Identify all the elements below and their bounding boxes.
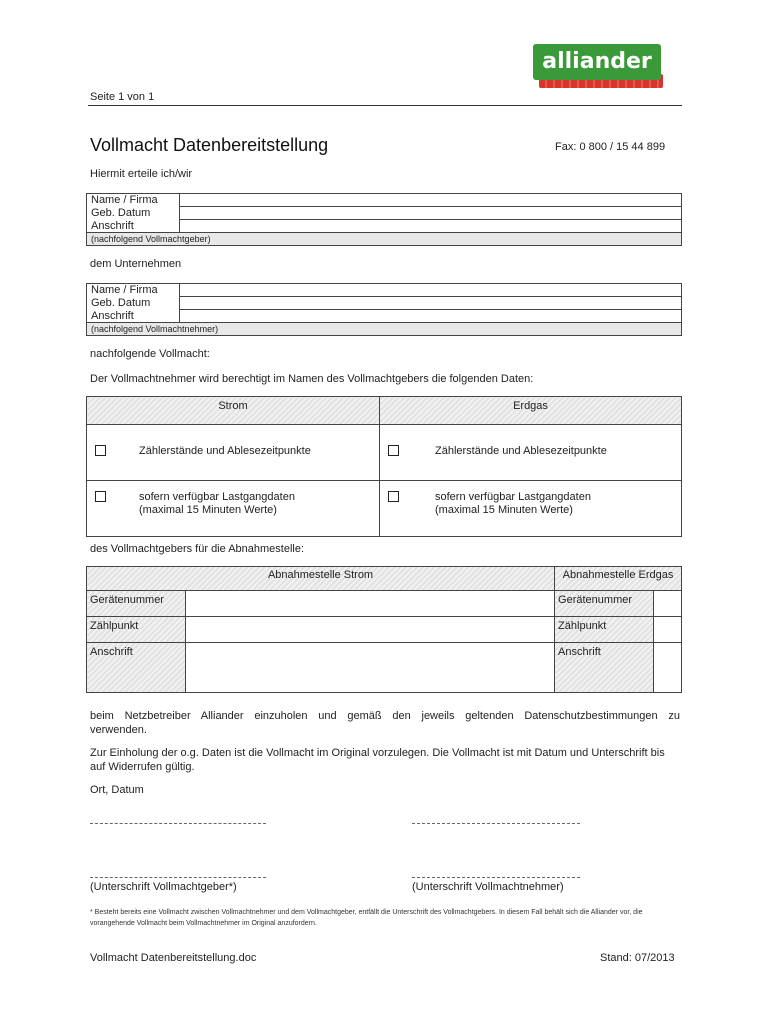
grantor-note: (nachfolgend Vollmachtgeber) [87, 233, 682, 246]
strom-meterpoint-field[interactable] [186, 617, 555, 643]
header-divider [88, 105, 682, 106]
strom-device-field[interactable] [186, 591, 555, 617]
strom-meter-label: Zählerstände und Ablesezeitpunkte [139, 445, 311, 457]
sig-grantor-label: (Unterschrift Vollmachtgeber*) [90, 881, 237, 893]
erdgas-meterpoint-field[interactable] [654, 617, 682, 643]
grantee-table [86, 283, 682, 336]
fax-number: Fax: 0 800 / 15 44 899 [555, 141, 666, 153]
company-intro: dem Unternehmen [90, 258, 182, 270]
erdgas-device-label: Gerätenummer [555, 591, 654, 617]
erdgas-meterpoint-label: Zählpunkt [555, 617, 654, 643]
sig-grantor-line[interactable] [90, 877, 266, 878]
strom-device-label: Gerätenummer [87, 591, 186, 617]
point-intro: des Vollmachtgebers für die Abnahmestelle: [90, 543, 305, 555]
strom-load-line1: sofern verfügbar Lastgangdaten [139, 491, 295, 503]
footnote: * Besteht bereits eine Vollmacht zwischen Vollmachtnehmer und dem Vollmachtgeber, entfällt die Unterschrift des Vollmachtgebers. In diesem Fall behält sich die Alliander vor, die vorangehende Vollmacht beim Vollmachtnehmer im Original anzufordern. [90, 909, 643, 927]
point-col-erdgas: Abnahmestelle Erdgas [555, 567, 682, 591]
grantor-name-field[interactable] [180, 194, 682, 207]
erdgas-load-cell [380, 481, 682, 537]
authorization-text: Der Vollmachtnehmer wird berechtigt im Namen des Vollmachtgebers die folgenden Daten: [90, 373, 534, 385]
grantee-name-label: Name / Firma [87, 284, 180, 297]
strom-load-checkbox[interactable] [95, 491, 106, 502]
erdgas-load-checkbox[interactable] [388, 491, 399, 502]
erdgas-address-label: Anschrift [555, 643, 654, 693]
point-col-strom: Abnahmestelle Strom [87, 567, 555, 591]
following-text: nachfolgende Vollmacht: [90, 348, 210, 360]
grantor-birthdate-field[interactable] [180, 207, 682, 220]
data-col-erdgas: Erdgas [380, 397, 682, 425]
footer-date: Stand: 07/2013 [600, 952, 675, 964]
strom-load-label [139, 491, 295, 517]
erdgas-meter-checkbox[interactable] [388, 445, 399, 456]
sig-grantee-line[interactable] [412, 877, 580, 878]
place-date-label: Ort, Datum [90, 784, 144, 796]
sig-grantee-label: (Unterschrift Vollmachtnehmer) [412, 881, 564, 893]
erdgas-device-field[interactable] [654, 591, 682, 617]
grantee-note: (nachfolgend Vollmachtnehmer) [87, 323, 682, 336]
grantee-name-field[interactable] [180, 284, 682, 297]
erdgas-meter-label: Zählerstände und Ablesezeitpunkte [435, 445, 607, 457]
point-table [86, 566, 682, 693]
erdgas-load-line2: (maximal 15 Minuten Werte) [435, 504, 573, 516]
grantee-address-label: Anschrift [87, 310, 180, 323]
place-date-line[interactable] [90, 823, 266, 824]
strom-load-line2: (maximal 15 Minuten Werte) [139, 504, 277, 516]
erdgas-meter-cell [380, 425, 682, 481]
intro-text: Hiermit erteile ich/wir [90, 168, 193, 180]
erdgas-load-label [435, 491, 591, 517]
strom-address-field[interactable] [186, 643, 555, 693]
erdgas-load-line1: sofern verfügbar Lastgangdaten [435, 491, 591, 503]
page-title: Vollmacht Datenbereitstellung [90, 135, 329, 155]
strom-meter-cell [87, 425, 380, 481]
grantor-address-field[interactable] [180, 220, 682, 233]
privacy-text: beim Netzbetreiber Alliander einzuholen und gemäß den jeweils geltenden Datenschutzbestimmungen zu verwenden. [90, 710, 680, 736]
place-date-line-right[interactable] [412, 823, 580, 824]
erdgas-address-field[interactable] [654, 643, 682, 693]
strom-address-label: Anschrift [87, 643, 186, 693]
strom-meterpoint-label: Zählpunkt [87, 617, 186, 643]
grantor-birthdate-label: Geb. Datum [87, 207, 180, 220]
grantor-name-label: Name / Firma [87, 194, 180, 207]
page-number: Seite 1 von 1 [90, 91, 155, 103]
strom-load-cell [87, 481, 380, 537]
grantee-birthdate-field[interactable] [180, 297, 682, 310]
grantee-birthdate-label: Geb. Datum [87, 297, 180, 310]
grantor-table [86, 193, 682, 246]
grantor-address-label: Anschrift [87, 220, 180, 233]
original-text: Zur Einholung der o.g. Daten ist die Vollmacht im Original vorzulegen. Die Vollmacht ist mit Datum und Unterschrift bis auf Widerrufen gültig. [90, 747, 665, 773]
data-table [86, 396, 682, 537]
logo-wordmark: alliander [533, 44, 661, 80]
grantee-address-field[interactable] [180, 310, 682, 323]
footer-filename: Vollmacht Datenbereitstellung.doc [90, 952, 257, 964]
strom-meter-checkbox[interactable] [95, 445, 106, 456]
alliander-logo [533, 44, 663, 88]
data-col-strom: Strom [87, 397, 380, 425]
